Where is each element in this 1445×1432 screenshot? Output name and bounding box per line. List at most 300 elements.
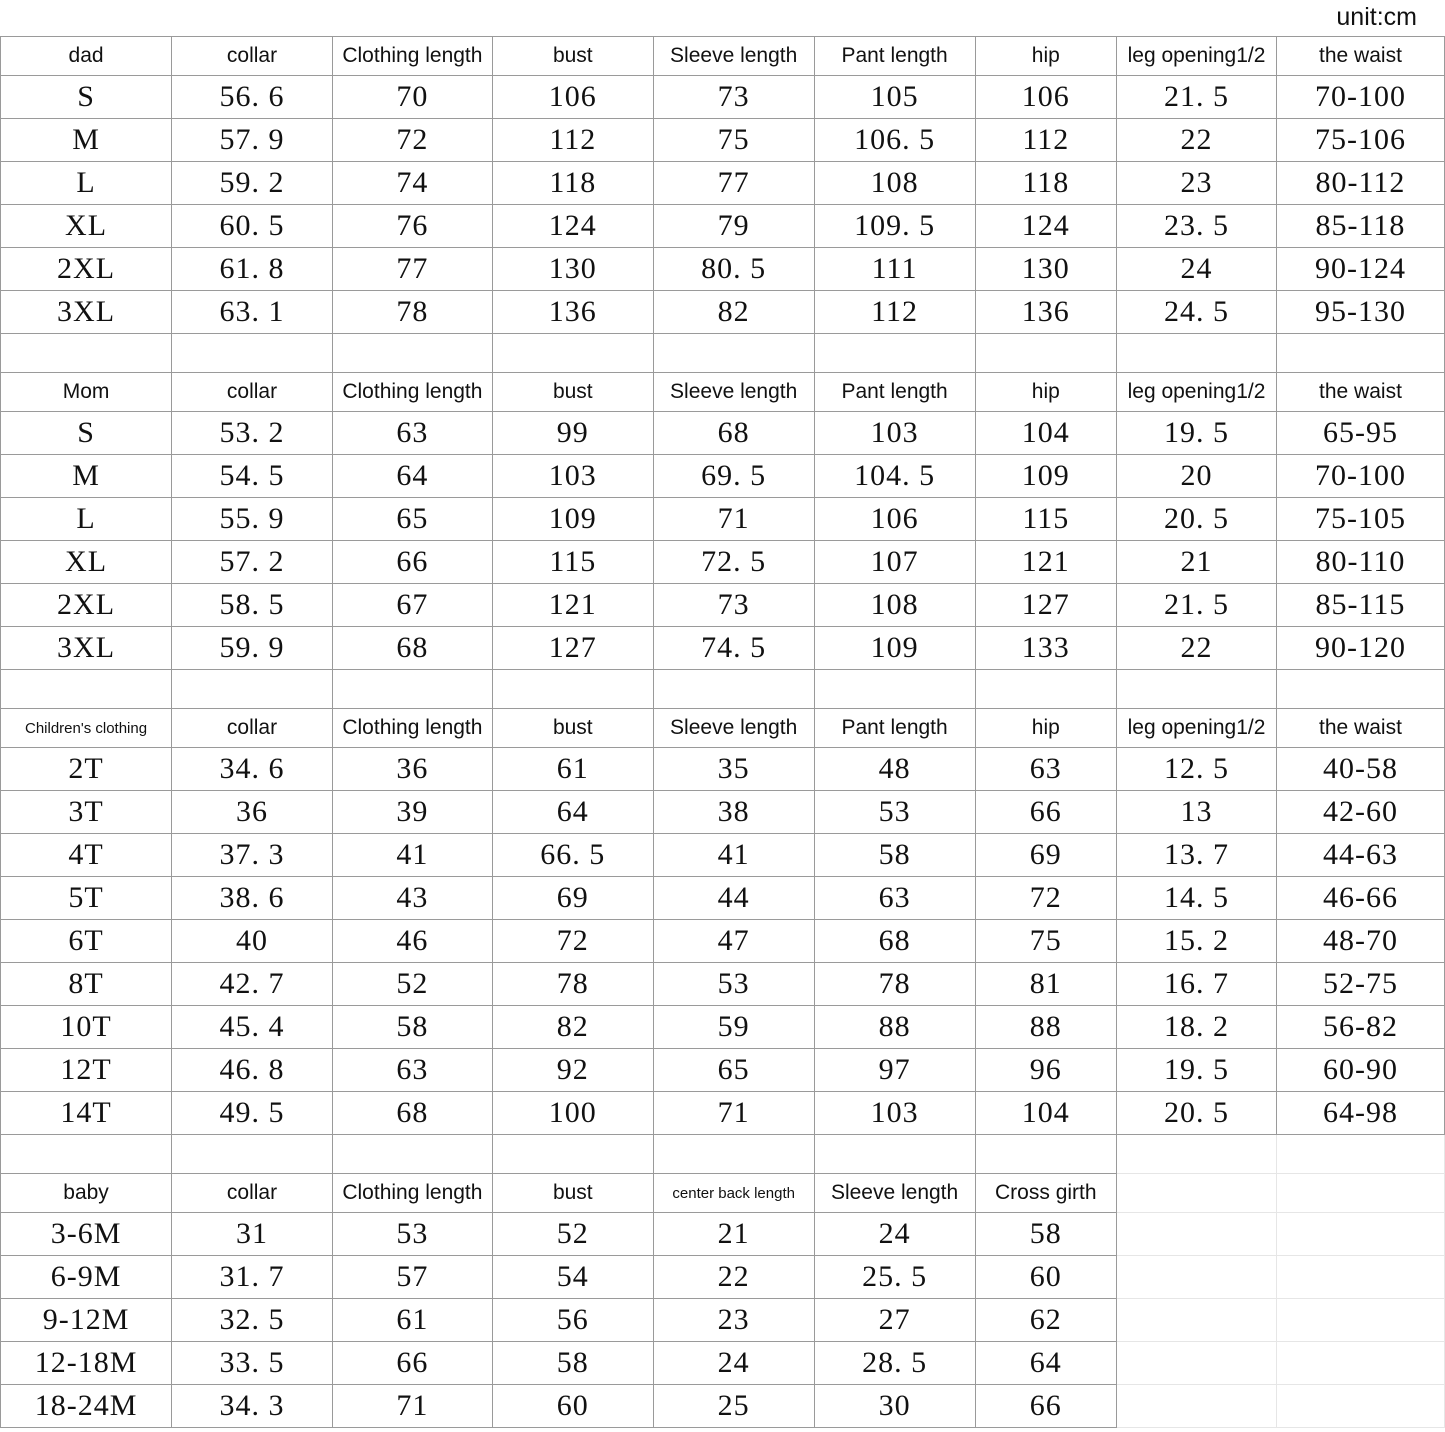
header-cell: center back length [653,1174,814,1213]
header-cell: hip [975,709,1117,748]
header-cell: collar [172,1174,333,1213]
value-cell: 23 [1117,162,1277,205]
value-cell: 47 [653,920,814,963]
empty-cell [1276,1299,1444,1342]
value-cell: 64 [975,1342,1117,1385]
value-cell: 99 [492,412,653,455]
value-cell: 108 [814,162,975,205]
table-row [1,498,1445,541]
value-cell: 46 [332,920,492,963]
spacer-row [1,670,1445,709]
value-cell: 69 [492,877,653,920]
value-cell: 49. 5 [172,1092,333,1135]
value-cell: 68 [332,627,492,670]
value-cell: 82 [492,1006,653,1049]
empty-cell [172,334,333,373]
value-cell: 80-112 [1276,162,1444,205]
value-cell: 21. 5 [1117,76,1277,119]
value-cell: 34. 6 [172,748,333,791]
header-cell: collar [172,37,333,76]
empty-cell [332,670,492,709]
value-cell: 65 [332,498,492,541]
empty-cell [492,670,653,709]
value-cell: 67 [332,584,492,627]
value-cell: 45. 4 [172,1006,333,1049]
value-cell: 81 [975,963,1117,1006]
empty-cell [492,334,653,373]
value-cell: 20. 5 [1117,1092,1277,1135]
value-cell: 15. 2 [1117,920,1277,963]
value-cell: 25. 5 [814,1256,975,1299]
header-cell: Clothing length [332,1174,492,1213]
table-row [1,1385,1445,1428]
value-cell: 48 [814,748,975,791]
value-cell: 22 [1117,627,1277,670]
header-cell: collar [172,373,333,412]
value-cell: 106 [814,498,975,541]
value-cell: 68 [653,412,814,455]
value-cell: 72 [492,920,653,963]
value-cell: 97 [814,1049,975,1092]
value-cell: 106 [975,76,1117,119]
empty-cell [653,1135,814,1174]
header-cell: dad [1,37,172,76]
value-cell: 40-58 [1276,748,1444,791]
value-cell: 78 [492,963,653,1006]
value-cell: 48-70 [1276,920,1444,963]
header-cell: the waist [1276,709,1444,748]
empty-cell [1117,1135,1277,1174]
value-cell: 79 [653,205,814,248]
table-row [1,1049,1445,1092]
value-cell: 104 [975,1092,1117,1135]
value-cell: 21 [1117,541,1277,584]
table-row [1,834,1445,877]
value-cell: 130 [975,248,1117,291]
header-cell: bust [492,1174,653,1213]
table-row [1,877,1445,920]
value-cell: 136 [975,291,1117,334]
empty-cell [1117,1213,1277,1256]
empty-cell [1117,334,1277,373]
value-cell: 36 [172,791,333,834]
value-cell: 22 [1117,119,1277,162]
value-cell: 124 [492,205,653,248]
value-cell: 57 [332,1256,492,1299]
header-cell: Sleeve length [814,1174,975,1213]
header-cell: leg opening1/2 [1117,709,1277,748]
value-cell: 72. 5 [653,541,814,584]
value-cell: 56 [492,1299,653,1342]
size-cell: 18-24M [1,1385,172,1428]
size-chart-table [0,36,1445,1428]
table-row [1,584,1445,627]
empty-cell [1276,1385,1444,1428]
value-cell: 19. 5 [1117,1049,1277,1092]
size-cell: 5T [1,877,172,920]
value-cell: 77 [653,162,814,205]
value-cell: 90-124 [1276,248,1444,291]
value-cell: 118 [975,162,1117,205]
value-cell: 38. 6 [172,877,333,920]
value-cell: 124 [975,205,1117,248]
empty-cell [975,1135,1117,1174]
value-cell: 63 [332,412,492,455]
value-cell: 61. 8 [172,248,333,291]
value-cell: 127 [975,584,1117,627]
value-cell: 70-100 [1276,76,1444,119]
value-cell: 90-120 [1276,627,1444,670]
value-cell: 54. 5 [172,455,333,498]
value-cell: 53. 2 [172,412,333,455]
value-cell: 18. 2 [1117,1006,1277,1049]
value-cell: 109 [975,455,1117,498]
value-cell: 130 [492,248,653,291]
value-cell: 103 [814,412,975,455]
value-cell: 76 [332,205,492,248]
value-cell: 24 [653,1342,814,1385]
value-cell: 36 [332,748,492,791]
value-cell: 64 [492,791,653,834]
value-cell: 58 [814,834,975,877]
table-header-row-mom [1,373,1445,412]
size-cell: 2T [1,748,172,791]
value-cell: 106. 5 [814,119,975,162]
value-cell: 118 [492,162,653,205]
empty-cell [172,1135,333,1174]
header-cell: bust [492,373,653,412]
empty-cell [653,334,814,373]
empty-cell [1276,670,1444,709]
value-cell: 42. 7 [172,963,333,1006]
value-cell: 75-105 [1276,498,1444,541]
header-cell: baby [1,1174,172,1213]
size-cell: S [1,76,172,119]
empty-cell [975,334,1117,373]
value-cell: 60-90 [1276,1049,1444,1092]
empty-cell [1117,1256,1277,1299]
table-row [1,412,1445,455]
value-cell: 75 [653,119,814,162]
size-cell: 2XL [1,584,172,627]
table-row [1,1213,1445,1256]
value-cell: 109 [814,627,975,670]
value-cell: 66 [332,1342,492,1385]
value-cell: 24. 5 [1117,291,1277,334]
value-cell: 88 [814,1006,975,1049]
value-cell: 65 [653,1049,814,1092]
empty-cell [814,334,975,373]
table-row [1,205,1445,248]
value-cell: 61 [492,748,653,791]
empty-cell [1,1135,172,1174]
value-cell: 121 [975,541,1117,584]
header-cell: Clothing length [332,37,492,76]
value-cell: 44-63 [1276,834,1444,877]
header-cell: hip [975,37,1117,76]
size-cell: XL [1,205,172,248]
table-row [1,1256,1445,1299]
value-cell: 52 [492,1213,653,1256]
value-cell: 19. 5 [1117,412,1277,455]
header-cell: Children's clothing [1,709,172,748]
value-cell: 80. 5 [653,248,814,291]
value-cell: 33. 5 [172,1342,333,1385]
value-cell: 31 [172,1213,333,1256]
value-cell: 21. 5 [1117,584,1277,627]
value-cell: 23. 5 [1117,205,1277,248]
value-cell: 66 [975,791,1117,834]
value-cell: 88 [975,1006,1117,1049]
header-cell: the waist [1276,37,1444,76]
value-cell: 52 [332,963,492,1006]
empty-cell [1117,1385,1277,1428]
value-cell: 37. 3 [172,834,333,877]
empty-cell [1276,1174,1444,1213]
value-cell: 107 [814,541,975,584]
header-cell: Clothing length [332,709,492,748]
table-row [1,963,1445,1006]
value-cell: 85-115 [1276,584,1444,627]
value-cell: 58 [332,1006,492,1049]
header-cell: Pant length [814,37,975,76]
size-cell: 9-12M [1,1299,172,1342]
table-row [1,1006,1445,1049]
size-cell: S [1,412,172,455]
value-cell: 72 [975,877,1117,920]
value-cell: 133 [975,627,1117,670]
table-row [1,748,1445,791]
table-row [1,119,1445,162]
empty-cell [332,334,492,373]
spacer-row [1,1135,1445,1174]
value-cell: 40 [172,920,333,963]
value-cell: 104 [975,412,1117,455]
value-cell: 64 [332,455,492,498]
empty-cell [1117,670,1277,709]
size-cell: L [1,498,172,541]
table-row [1,541,1445,584]
size-cell: 12T [1,1049,172,1092]
value-cell: 28. 5 [814,1342,975,1385]
value-cell: 96 [975,1049,1117,1092]
value-cell: 30 [814,1385,975,1428]
value-cell: 66 [332,541,492,584]
value-cell: 80-110 [1276,541,1444,584]
value-cell: 111 [814,248,975,291]
value-cell: 95-130 [1276,291,1444,334]
value-cell: 55. 9 [172,498,333,541]
value-cell: 54 [492,1256,653,1299]
value-cell: 27 [814,1299,975,1342]
value-cell: 41 [653,834,814,877]
table-row [1,1299,1445,1342]
value-cell: 115 [975,498,1117,541]
value-cell: 78 [332,291,492,334]
value-cell: 121 [492,584,653,627]
value-cell: 25 [653,1385,814,1428]
value-cell: 20 [1117,455,1277,498]
value-cell: 58. 5 [172,584,333,627]
value-cell: 70-100 [1276,455,1444,498]
value-cell: 112 [975,119,1117,162]
empty-cell [814,1135,975,1174]
empty-cell [1276,1213,1444,1256]
size-cell: XL [1,541,172,584]
size-cell: 3T [1,791,172,834]
value-cell: 108 [814,584,975,627]
value-cell: 127 [492,627,653,670]
table-row [1,76,1445,119]
value-cell: 21 [653,1213,814,1256]
value-cell: 32. 5 [172,1299,333,1342]
value-cell: 53 [653,963,814,1006]
value-cell: 56-82 [1276,1006,1444,1049]
value-cell: 23 [653,1299,814,1342]
value-cell: 60 [492,1385,653,1428]
empty-cell [1117,1174,1277,1213]
value-cell: 73 [653,76,814,119]
value-cell: 75 [975,920,1117,963]
value-cell: 59. 2 [172,162,333,205]
value-cell: 74 [332,162,492,205]
value-cell: 85-118 [1276,205,1444,248]
value-cell: 78 [814,963,975,1006]
value-cell: 70 [332,76,492,119]
header-cell: Sleeve length [653,37,814,76]
size-cell: 4T [1,834,172,877]
value-cell: 103 [492,455,653,498]
table-row [1,291,1445,334]
empty-cell [1276,1256,1444,1299]
value-cell: 24 [1117,248,1277,291]
header-cell: Sleeve length [653,373,814,412]
value-cell: 41 [332,834,492,877]
value-cell: 59. 9 [172,627,333,670]
value-cell: 69. 5 [653,455,814,498]
value-cell: 73 [653,584,814,627]
empty-cell [814,670,975,709]
value-cell: 22 [653,1256,814,1299]
size-cell: 3-6M [1,1213,172,1256]
value-cell: 59 [653,1006,814,1049]
value-cell: 62 [975,1299,1117,1342]
size-cell: L [1,162,172,205]
empty-cell [172,670,333,709]
value-cell: 46-66 [1276,877,1444,920]
header-cell: Clothing length [332,373,492,412]
header-cell: leg opening1/2 [1117,373,1277,412]
value-cell: 63 [332,1049,492,1092]
value-cell: 34. 3 [172,1385,333,1428]
value-cell: 61 [332,1299,492,1342]
empty-cell [332,1135,492,1174]
value-cell: 112 [814,291,975,334]
value-cell: 52-75 [1276,963,1444,1006]
value-cell: 43 [332,877,492,920]
size-cell: 10T [1,1006,172,1049]
value-cell: 68 [814,920,975,963]
value-cell: 100 [492,1092,653,1135]
table-row [1,1092,1445,1135]
value-cell: 74. 5 [653,627,814,670]
table-row [1,162,1445,205]
value-cell: 53 [332,1213,492,1256]
unit-label: unit:cm [1336,3,1417,31]
header-cell: collar [172,709,333,748]
value-cell: 104. 5 [814,455,975,498]
size-cell: M [1,455,172,498]
value-cell: 42-60 [1276,791,1444,834]
table-row [1,248,1445,291]
value-cell: 66. 5 [492,834,653,877]
value-cell: 82 [653,291,814,334]
table-row [1,455,1445,498]
value-cell: 66 [975,1385,1117,1428]
size-cell: M [1,119,172,162]
empty-cell [1,334,172,373]
spacer-row [1,334,1445,373]
value-cell: 63 [975,748,1117,791]
size-cell: 14T [1,1092,172,1135]
value-cell: 57. 9 [172,119,333,162]
value-cell: 44 [653,877,814,920]
header-cell: hip [975,373,1117,412]
empty-cell [1,670,172,709]
size-cell: 6-9M [1,1256,172,1299]
header-cell: Cross girth [975,1174,1117,1213]
value-cell: 53 [814,791,975,834]
value-cell: 103 [814,1092,975,1135]
empty-cell [1276,334,1444,373]
table-header-row-children [1,709,1445,748]
table-header-row-baby [1,1174,1445,1213]
value-cell: 35 [653,748,814,791]
value-cell: 60 [975,1256,1117,1299]
value-cell: 46. 8 [172,1049,333,1092]
header-cell: Pant length [814,373,975,412]
value-cell: 31. 7 [172,1256,333,1299]
empty-cell [1276,1342,1444,1385]
value-cell: 57. 2 [172,541,333,584]
size-cell: 3XL [1,291,172,334]
empty-cell [975,670,1117,709]
value-cell: 56. 6 [172,76,333,119]
header-cell: leg opening1/2 [1117,37,1277,76]
table-row [1,627,1445,670]
value-cell: 20. 5 [1117,498,1277,541]
size-cell: 8T [1,963,172,1006]
table-header-row-dad [1,37,1445,76]
value-cell: 13. 7 [1117,834,1277,877]
empty-cell [653,670,814,709]
value-cell: 63 [814,877,975,920]
value-cell: 72 [332,119,492,162]
value-cell: 58 [492,1342,653,1385]
value-cell: 71 [653,1092,814,1135]
value-cell: 64-98 [1276,1092,1444,1135]
size-cell: 3XL [1,627,172,670]
value-cell: 58 [975,1213,1117,1256]
table-row [1,920,1445,963]
empty-cell [1276,1135,1444,1174]
value-cell: 65-95 [1276,412,1444,455]
value-cell: 69 [975,834,1117,877]
value-cell: 68 [332,1092,492,1135]
value-cell: 106 [492,76,653,119]
value-cell: 136 [492,291,653,334]
header-cell: the waist [1276,373,1444,412]
